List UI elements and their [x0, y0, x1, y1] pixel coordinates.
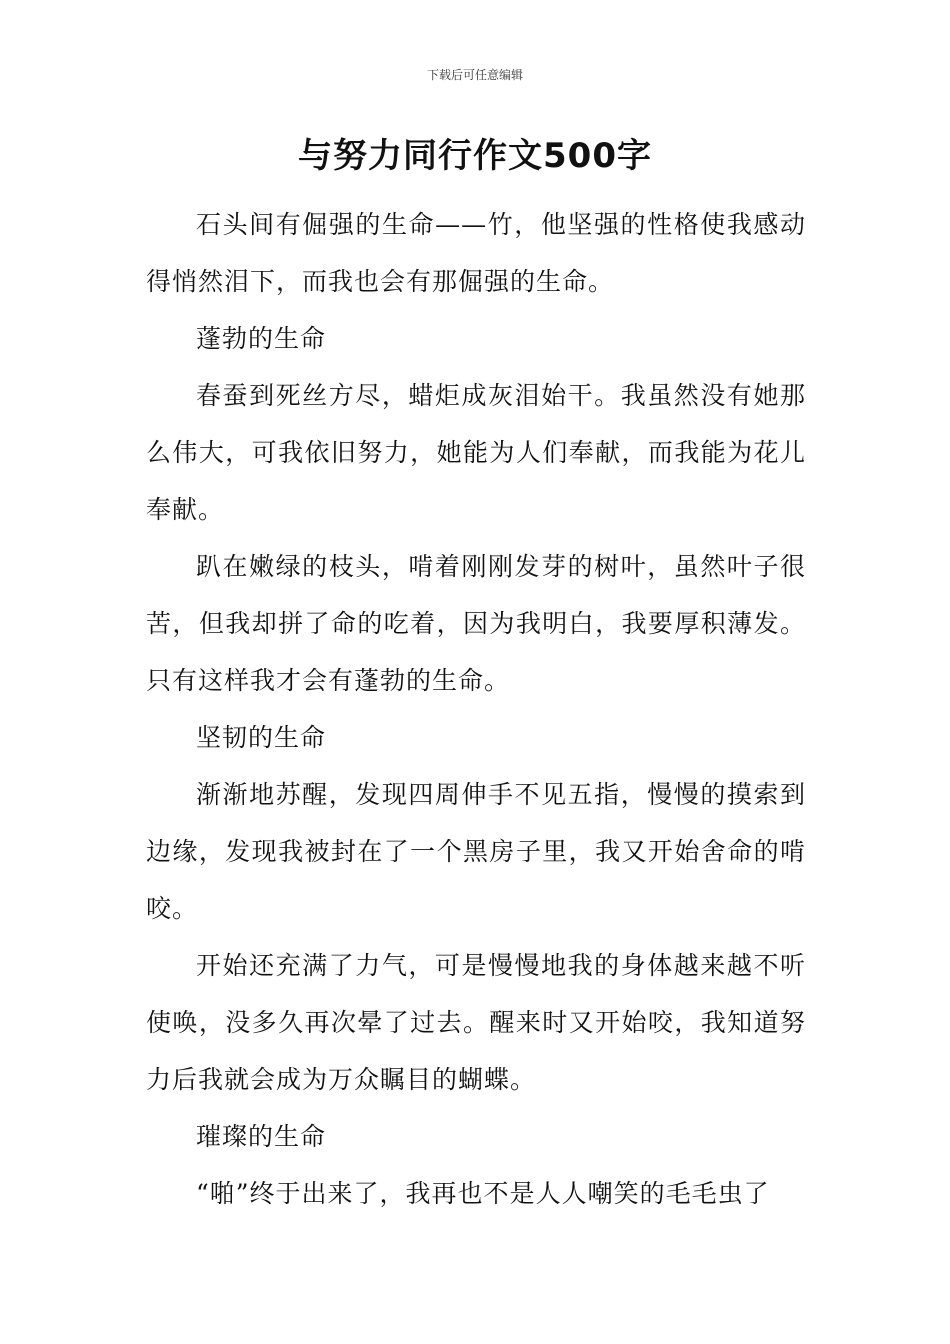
paragraph: 趴在嫩绿的枝头，啃着刚刚发芽的树叶，虽然叶子很苦，但我却拼了命的吃着，因为我明白，我要厚积薄发。只有这样我才会有蓬勃的生命。: [146, 552, 806, 695]
header-note: 下载后可任意编辑: [426, 68, 523, 82]
document-body: [146, 196, 806, 1222]
paragraph-intro: 石头间有倔强的生命——竹，他坚强的性格使我感动得悄然泪下，而我也会有那倔强的生命。: [146, 210, 806, 296]
section-heading-brilliant-life: 璀璨的生命: [196, 1122, 327, 1151]
paragraph: 开始还充满了力气，可是慢慢地我的身体越来越不听使唤，没多久再次晕了过去。醒来时又开始咬，我知道努力后我就会成为万众瞩目的蝴蝶。: [146, 951, 806, 1094]
paragraph: “啪”终于出来了，我再也不是人人嘲笑的毛毛虫了: [196, 1179, 770, 1208]
section-heading-vigorous-life: 蓬勃的生命: [196, 324, 327, 353]
document-title: 与努力同行作文500字: [298, 136, 652, 176]
section-heading-tenacious-life: 坚韧的生命: [196, 723, 327, 752]
paragraph: 春蚕到死丝方尽，蜡炬成灰泪始干。我虽然没有她那么伟大，可我依旧努力，她能为人们奉献，而我能为花儿奉献。: [146, 381, 806, 524]
paragraph: 渐渐地苏醒，发现四周伸手不见五指，慢慢的摸索到边缘，发现我被封在了一个黑房子里，我又开始舍命的啃咬。: [146, 780, 806, 923]
